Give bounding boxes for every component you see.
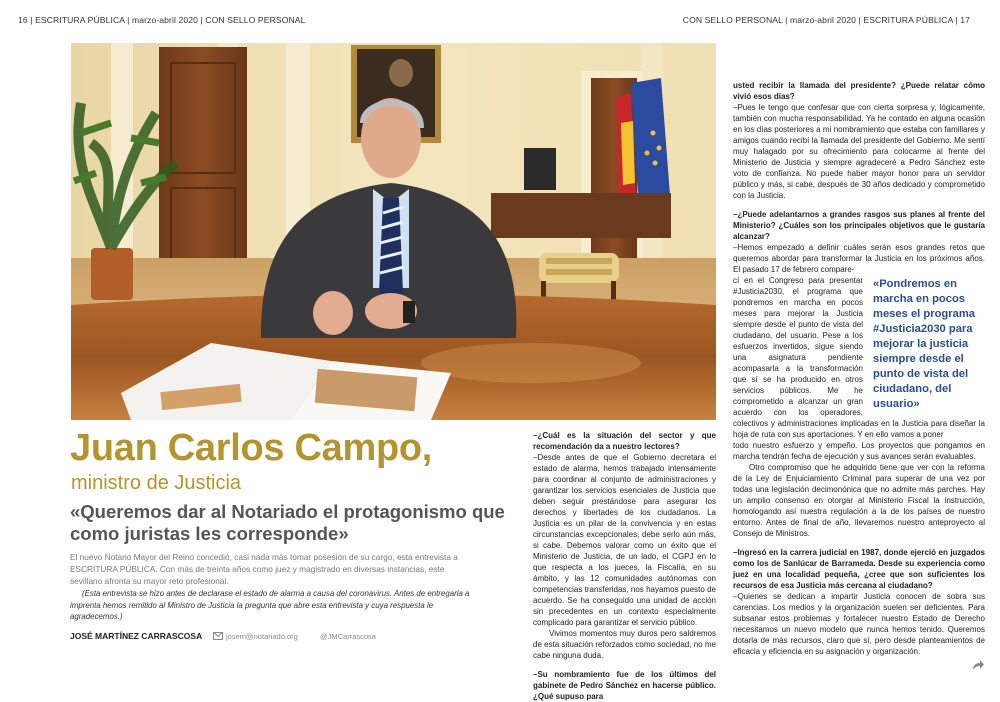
question: –Su nombramiento fue de los últimos del gabinete de Pedro Sánchez en hacerse público. ¿Qué supuso para xyxy=(533,670,716,701)
paragraph-gap xyxy=(733,201,985,209)
left-page-folio: 16 | ESCRITURA PÚBLICA | marzo-abril 2020 | CON SELLO PERSONAL xyxy=(18,15,306,25)
photo-illustration xyxy=(71,43,716,420)
computer-monitor xyxy=(524,148,556,190)
author-email[interactable] xyxy=(213,632,320,641)
back-desk xyxy=(491,193,671,238)
headline-quote: «Queremos dar al Notariado el protagonismo que como juristas les corresponde» xyxy=(70,501,505,544)
article-column-middle xyxy=(533,430,716,702)
envelope-icon xyxy=(213,632,223,640)
answer: Vivimos momentos muy duros pero saldremos de esta situación reforzados como sociedad, no me cabe ninguna duda. xyxy=(533,629,716,660)
paragraph-gap xyxy=(533,661,716,669)
continue-indicator xyxy=(733,659,985,674)
answer: –Hemos empezado a definir cuáles serán esos grandes retos que queremos abordar para transformar la Justicia en los próximos años. El pasado 17 de febrero compare- xyxy=(733,243,985,274)
headline-block xyxy=(70,427,525,641)
answer: –Pues le tengo que confesar que con cierta sorpresa y, lógicamente, también con mucha responsabilidad. Ya he contado en alguna ocasión en los días posteriores a mi nombramiento que estaba con familiares y amigos cuando recibí la llamada del presidente del Gobierno. Me sentí muy halagado por su ofrecimiento para colocarme al frente del Ministerio de Justicia y siempre agradeceré a Pedro Sánchez este voto de confianza. No puede haber mayor honor para un servidor público y más, si cabe, después de 30 años dedicado y comprometido con la Justicia. xyxy=(733,103,985,200)
question: usted recibir la llamada del presidente? ¿Puede relatar cómo vivió esos días? xyxy=(733,81,985,101)
author-twitter[interactable]: @JMCarrascosa xyxy=(320,631,376,641)
question: –¿Puede adelantarnos a grandes rasgos sus planes al frente del Ministerio? ¿Cuáles son los principales objetivos que le gustaría alcanzar? xyxy=(733,210,985,241)
question: –¿Cuál es la situación del sector y que recomendación da a nuestro lectores? xyxy=(533,431,716,451)
interview-photo xyxy=(71,43,716,420)
article-column-right xyxy=(733,80,985,674)
answer: Otro compromiso que he adquirido tiene que ver con la reforma de la Ley de Enjuiciamiento Criminal para superar de una vez por todas una legislación decimonónica que no admite más parches. Hay un amplio consenso en otorgar al Ministerio Fiscal la instrucción, homologando así nuestra regulación a la de los países de nuestro entorno. Antes de final de año, llevaremos nuestro anteproyecto al Consejo de Ministros. xyxy=(733,463,985,538)
author-name: JOSÉ MARTÍNEZ CARRASCOSA xyxy=(70,630,203,641)
curved-arrow-right-icon[interactable] xyxy=(971,659,985,671)
right-page-folio: CON SELLO PERSONAL | marzo-abril 2020 | ESCRITURA PÚBLICA | 17 xyxy=(682,15,970,25)
interviewee-name: Juan Carlos Campo, xyxy=(70,427,433,469)
table-reflection xyxy=(421,343,641,383)
spain-flag-stripe xyxy=(621,121,635,185)
answer: –Quienes se dedican a impartir Justicia conocen de sobra sus carencias. Los medios y la organización suelen ser deficientes. Para subsanar estos problemas y fortalecer nuestro Estado de Derecho necesitamos un nuevo modelo que nunca hemos tenido. Queremos dotarla de más recursos, claro que sí, pero desde planteamientos de eficacia y eficiencia en su asignación y organización. xyxy=(733,592,985,656)
byline xyxy=(70,631,525,641)
paragraph-gap xyxy=(733,539,985,547)
author-email-text[interactable]: josem@notariado.org xyxy=(226,631,298,641)
intro-paragraph: El nuevo Notario Mayor del Reino concedió, casi nada más tomar posesión de su cargo, esta entrevista a ESCRITURA PÚBLICA. Con más de treinta años como juez y magistrado en diversas instancias, este sevillano afronta su mayor reto profesional. xyxy=(70,552,458,586)
interviewee-role: ministro de Justicia xyxy=(71,472,242,494)
answer: todo nuestro esfuerzo y empeño. Los proyectos que pongamos en marcha tendrán fecha de ejecución y sus avances serán evaluables. xyxy=(733,441,985,461)
editor-note: (Esta entrevista se hizo antes de declarase el estado de alarma a causa del coronavirus. Antes de entregarla a imprenta hemos remitido al Ministro de Justicia la pregunta que abre esta entrevista y cuya respuesta le agradecemos.) xyxy=(70,589,470,621)
pull-quote: «Pondremos en marcha en pocos meses el programa #Justicia2030 para mejorar la justicia siempre desde el punto de vista del ciudadano, del usuario» xyxy=(873,278,975,410)
answer: cí en el Congreso para presentar #Justicia2030, el programa que pondremos en marcha en pocos meses para mejorar la Justicia siempre desde el punto de vista del ciudadano, del usuario. Pese a los esfuerzos invertidos, sigue siendo una asignatura pendiente acompasarla a la transformación que sí se ha producido en otros servicios públicos. Me he comprometido a alcanzar un gran acuerdo con los operadores, colectivos y administraciones implicadas en la Justicia para diseñar la hoja de ruta con sus aportaciones. Y en ello vamos a poner xyxy=(733,276,985,439)
painting-portrait xyxy=(389,59,413,87)
question: –Ingresó en la carrera judicial en 1987, donde ejerció en juzgados como los de Sanlúcar de Barrameda. Desde su experiencia como juez en una localidad pequeña, ¿cree que son suficientes los recursos de esa Justicia más cercana al ciudadano? xyxy=(733,548,985,590)
answer: –Desde antes de que el Gobierno decretara el estado de alarma, hemos trabajado intensamente para coordinar al conjunto de administraciones y garantizar los servicios esenciales de Justicia que deben seguir prestándose para asegurar los derechos y libertades de los ciudadanos. La Justicia es un pilar de la convivencia y en estas circunstancias excepcionales, debe serlo aún más, si cabe. Debemos valorar como un éxito que el Ministerio de Justicia, de un lado, el CGPJ en lo que respecta a los jueces, la Fiscalía, en su ámbito, y las 12 comunidades autónomas con competencias transferidas, nos hayamos puesto de acuerdo. Se ha conseguido una unidad de acción sin precedentes en un contexto especialmente complicado para garantizar el servicio público. xyxy=(533,453,716,627)
